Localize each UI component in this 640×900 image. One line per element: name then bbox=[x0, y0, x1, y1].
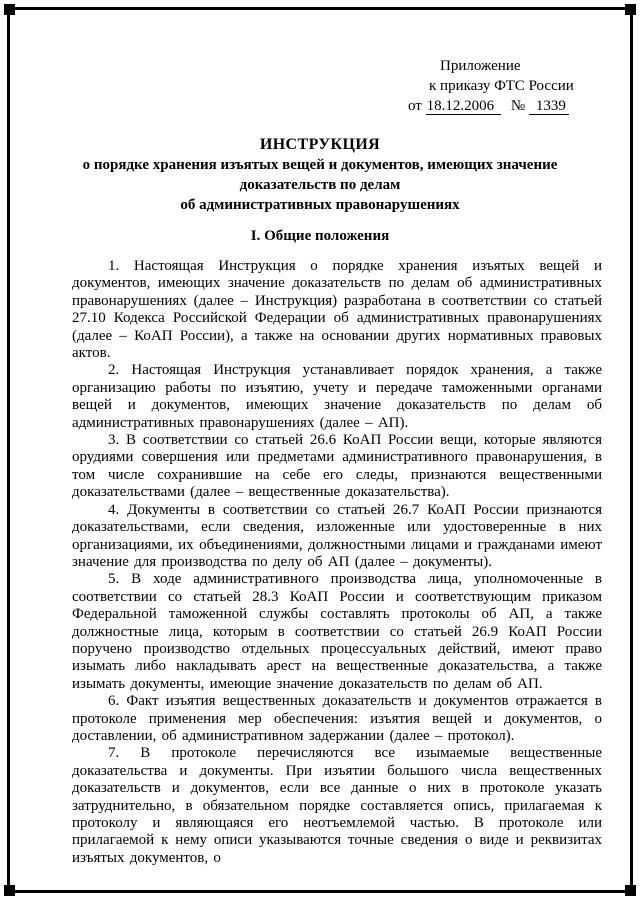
title-line-4: об административных правонарушениях bbox=[180, 197, 460, 213]
title-line-3: доказательств по делам bbox=[239, 177, 401, 193]
order-number: 1339 bbox=[529, 98, 569, 115]
number-sign: № bbox=[510, 98, 526, 114]
paragraph-5: 5. В ходе административного производства лица, уполномоченные в соответствии со статьей 28.3 КоАП России и соответствующим приказом Федеральной таможенной службы составлять протоколы об АП, а также должностные лица, которым в соответствии со статьей 26.9 КоАП России поручено производство отдельных процессуальных действий, имеют право изымать либо накладывать арест на вещественные доказательства, а также изымать документы, имеющие значение доказательств по делам об АП. bbox=[72, 571, 602, 692]
paragraph-6: 6. Факт изъятия вещественных доказательств и документов отражается в протоколе применения мер обеспечения: изъятия вещей и документов, о доставлении, об административном задержании (далее – протокол). bbox=[72, 693, 602, 744]
paragraph-3: 3. В соответствии со статьей 26.6 КоАП России вещи, которые являются орудиями совершения или предметами административного правонарушения, в том числе сохранившие на себе его следы, признаются вещественными доказательствами (далее – вещественные доказательства). bbox=[72, 432, 602, 501]
appendix-line-3 bbox=[408, 96, 640, 116]
paragraph-7: 7. В протоколе перечисляются все изымаемые вещественные доказательства и документы. При изъятии большого числа вещественных доказательств и документов, если все данные о них в протоколе указать затруднительно, в обязательном порядке составляется опись, прилагаемая к протоколу и являющаяся его неотъемлемой частью. В протоколе или прилагаемой к нему описи указываются точные сведения о виде и реквизитах изъятых документов, о bbox=[72, 745, 602, 866]
paragraph-1: 1. Настоящая Инструкция о порядке хранения изъятых вещей и документов, имеющих значение доказательств по делам об административных правонарушениях (далее – Инструкция) разработана в соответствии со статьей 27.10 Кодекса Российской Федерации об административных правонарушениях (далее – КоАП России), а также на основании других нормативных правовых актов. bbox=[72, 258, 602, 362]
paragraph-4: 4. Документы в соответствии со статьей 26.7 КоАП России признаются доказательствами, если сведения, изложенные или удостоверенные в них организациями, их объединениями, должностными лицами и гражданами имеют значение для производства по делу об АП (далее – документы). bbox=[72, 501, 602, 570]
paragraph-2: 2. Настоящая Инструкция устанавливает порядок хранения, а также организацию работы по изъятию, учету и передаче таможенными органами вещей и документов, имеющих значение доказательств по делам об административных правонарушениях (далее – АП). bbox=[72, 362, 602, 431]
order-date-prefix: от bbox=[408, 98, 422, 114]
title-line-2: о порядке хранения изъятых вещей и документов, имеющих значение bbox=[82, 157, 558, 173]
order-date: 18.12.2006 bbox=[426, 98, 502, 115]
appendix-block bbox=[408, 56, 640, 116]
title-line-1: ИНСТРУКЦИЯ bbox=[259, 136, 381, 153]
appendix-line-2: к приказу ФТС России bbox=[429, 78, 574, 94]
section-heading: I. Общие положения bbox=[250, 228, 390, 244]
document-title bbox=[0, 135, 640, 215]
document-body bbox=[0, 258, 640, 867]
appendix-line-1: Приложение bbox=[440, 58, 521, 74]
